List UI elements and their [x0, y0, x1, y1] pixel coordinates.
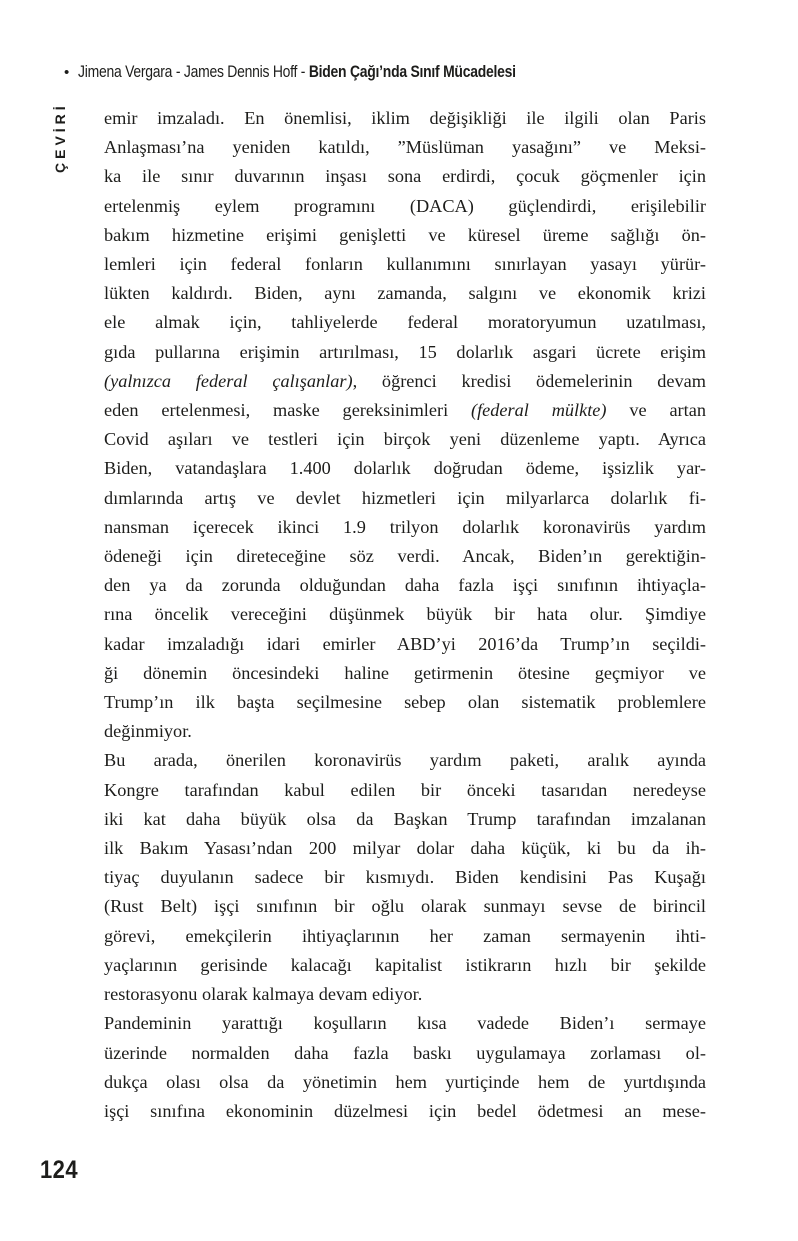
- header-text: [78, 62, 516, 82]
- italic-run: (federal mülkte): [470, 400, 607, 421]
- body-line: işçi sınıfına ekonominin düzelmesi için bedel ödetmesi an mese-: [104, 1100, 706, 1121]
- body-line: (Rust Belt) işçi sınıfının bir oğlu olarak sunmayı sevse de birincil: [104, 896, 706, 917]
- body-line: ilk Bakım Yasası’ndan 200 milyar dolar daha küçük, ki bu da ih-: [104, 838, 706, 859]
- body-line: lemleri için federal fonların kullanımını sınırlayan yasayı yürür-: [104, 254, 706, 275]
- body-line: den ya da zorunda olduğundan daha fazla işçi sınıfının ihtiyaçla-: [104, 575, 706, 596]
- body-line: iki kat daha büyük olsa da Başkan Trump tarafından imzalanan: [104, 808, 706, 829]
- body-line: Biden, vatandaşlara 1.400 dolarlık doğrudan ödeme, işsizlik yar-: [104, 458, 706, 479]
- margin-label-ceviri: ÇEVİRİ: [52, 102, 68, 173]
- body-line: Bu arada, önerilen koronavirüs yardım paketi, aralık ayında: [104, 750, 706, 771]
- header-bullet-icon: •: [64, 63, 70, 81]
- body-line: görevi, emekçilerin ihtiyaçlarının her zaman sermayenin ihti-: [104, 925, 706, 946]
- body-line: dukça olası olsa da yönetimin hem yurtiçinde hem de yurtdışında: [104, 1071, 706, 1092]
- body-text-column: [104, 104, 706, 1126]
- body-line: Kongre tarafından kabul edilen bir önceki tasarıdan neredeyse: [104, 779, 706, 800]
- body-line: ertelenmiş eylem programını (DACA) güçlendirdi, erişilebilir: [104, 195, 706, 216]
- body-line: dımlarında artış ve devlet hizmetleri için milyarlarca dolarlık fi-: [104, 487, 706, 508]
- italic-run: (yalnızca federal çalışanlar): [104, 370, 353, 391]
- body-line: gıda pullarına erişimin artırılması, 15 dolarlık asgari ücrete erişim: [104, 341, 706, 362]
- body-line: üzerinde normalden daha fazla baskı uygulamaya zorlaması ol-: [104, 1042, 706, 1063]
- body-line: rına öncelik vereceğini düşünmek büyük bir hata olur. Şimdiye: [104, 604, 706, 625]
- body-line: Trump’ın ilk başta seçilmesine sebep olan sistematik problemlere: [104, 692, 706, 713]
- body-line: tiyaç duyulanın sadece bir kısmıydı. Biden kendisini Pas Kuşağı: [104, 867, 706, 888]
- body-line: ka ile sınır duvarının inşası sona erdirdi, çocuk göçmenler için: [104, 166, 706, 187]
- body-line: ödeneği için direteceğine söz verdi. Ancak, Biden’ın gerektiğin-: [104, 546, 706, 567]
- body-line: kadar imzaladığı idari emirler ABD’yi 2016’da Trump’ın seçildi-: [104, 633, 706, 654]
- body-line: lükten kaldırdı. Biden, aynı zamanda, salgını ve ekonomik krizi: [104, 283, 706, 304]
- body-line: bakım hizmetine erişimi genişletti ve küresel üreme sağlığı ön-: [104, 224, 706, 245]
- body-line: nansman içerecek ikinci 1.9 trilyon dolarlık koronavirüs yardım: [104, 516, 706, 537]
- body-line: Pandeminin yarattığı koşulların kısa vadede Biden’ı sermaye: [104, 1013, 706, 1034]
- running-header: [64, 62, 612, 82]
- body-line: değinmiyor.: [104, 721, 192, 742]
- header-authors: Jimena Vergara - James Dennis Hoff -: [78, 62, 310, 81]
- header-chapter-title: Biden Çağı’nda Sınıf Mücadelesi: [309, 62, 517, 81]
- body-line: (yalnızca federal çalışanlar), öğrenci kredisi ödemelerinin devam: [104, 370, 706, 391]
- body-line: yaçlarının gerisinde kalacağı kapitalist istikrarın hızlı bir şekilde: [104, 954, 706, 975]
- body-line: emir imzaladı. En önemlisi, iklim değişikliği ile ilgili olan Paris: [104, 108, 706, 128]
- body-line: ele almak için, tahliyelerde federal moratoryumun uzatılması,: [104, 312, 706, 333]
- body-line: Anlaşması’na yeniden katıldı, ”Müslüman yasağını” ve Meksi-: [104, 137, 706, 158]
- page-number: 124: [40, 1156, 79, 1184]
- body-line: ği dönemin öncesindeki haline getirmenin ötesine geçmiyor ve: [104, 662, 706, 683]
- body-line: restorasyonu olarak kalmaya devam ediyor.: [104, 984, 423, 1005]
- body-line: eden ertelenmesi, maske gereksinimleri (federal mülkte) ve artan: [104, 400, 706, 421]
- body-line: Covid aşıları ve testleri için birçok yeni düzenleme yaptı. Ayrıca: [104, 429, 706, 450]
